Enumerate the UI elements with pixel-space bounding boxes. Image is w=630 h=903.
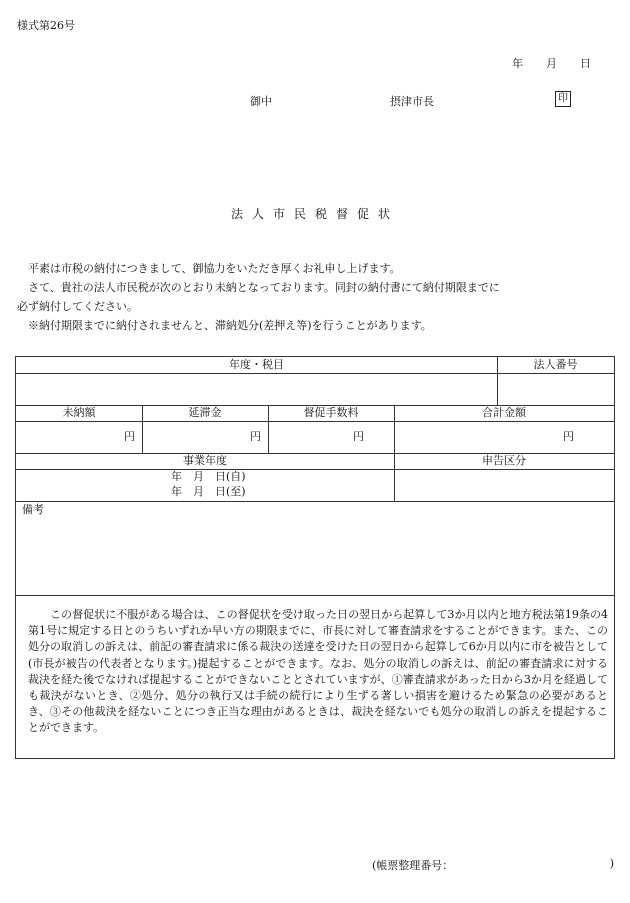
- intro-line-1: 平素は市税の納付につきまして、御協力をいただき厚くお礼申し上げます。: [28, 262, 401, 275]
- appeal-notice-text: この督促状に不服がある場合は、この督促状を受け取った日の翌日から起算して3か月以内と地方税法第19条の4第1号に規定する日とのうちいずれか早い方の期限までに、市長に対して審査請求をすることができます。また、この処分の取消しの訴えは、前記の審査請求に係る裁決の送達を受けた日の翌日から起算して6か月以内に市を被告として(市長が被告の代表者となります。)提起することができます。なお、処分の取消しの訴えは、前記の審査請求に対する裁決を経た後でなければ提起することができないこととされていますが、①審査請求があった日から3か月を経過しても裁決がないとき、②処分、処分の執行又は手続の続行により生ずる著しい損害を避けるため緊急の必要があるとき、③その他裁決を経ないことにつき正当な理由があるときは、裁決を経ないでも処分の取消しの訴えを提起することができます。: [28, 608, 608, 735]
- late-fee-label: 延滞金: [188, 406, 222, 419]
- unpaid-yen-unit: 円: [124, 430, 135, 443]
- period-from: 年 月 日(自): [171, 470, 246, 483]
- table-rule: [16, 469, 614, 470]
- date-day-label: 日: [580, 57, 591, 70]
- intro-line-3: 必ず納付してください。: [17, 300, 138, 313]
- ledger-number-label: (帳票整理番号：: [372, 859, 454, 872]
- table-rule: [16, 595, 614, 596]
- issuer-name: 摂津市長: [390, 95, 434, 108]
- remarks-label: 備考: [22, 503, 44, 516]
- date-month-label: 月: [546, 57, 557, 70]
- intro-line-2: さて、貴社の法人市民税が次のとおり未納となっております。同封の納付書にて納付期限までに: [28, 281, 500, 294]
- appeal-notice: [28, 607, 608, 737]
- intro-line-4: ※納付期限までに納付されませんと、滞納処分(差押え等)を行うことがあります。: [28, 319, 432, 332]
- late-fee-yen-unit: 円: [250, 430, 261, 443]
- date-year-label: 年: [512, 57, 523, 70]
- unpaid-amount-label: 未納額: [62, 406, 96, 419]
- filing-type-label: 申告区分: [482, 454, 526, 467]
- seal-stamp: 印: [555, 91, 571, 107]
- ledger-number-close: ): [609, 857, 614, 870]
- year-tax-label: 年度・税目: [229, 358, 284, 371]
- table-rule: [16, 501, 614, 502]
- total-yen-unit: 円: [563, 430, 574, 443]
- dunning-fee-yen-unit: 円: [353, 430, 364, 443]
- form-number: 様式第26号: [17, 19, 75, 32]
- ledger-number: [372, 857, 614, 873]
- dunning-fee-label: 督促手数料: [303, 406, 359, 419]
- table-rule: [16, 421, 614, 422]
- intro-text: [17, 259, 617, 335]
- total-amount-label: 合計金額: [482, 406, 526, 419]
- document-title: 法人市民税督促状: [230, 207, 399, 221]
- business-year-label: 事業年度: [183, 454, 227, 467]
- table-rule: [16, 373, 614, 374]
- addressee-suffix: 御中: [250, 95, 272, 108]
- period-to: 年 月 日(至): [171, 485, 246, 498]
- tax-table: [15, 356, 615, 759]
- corporate-number-label: 法人番号: [533, 358, 578, 371]
